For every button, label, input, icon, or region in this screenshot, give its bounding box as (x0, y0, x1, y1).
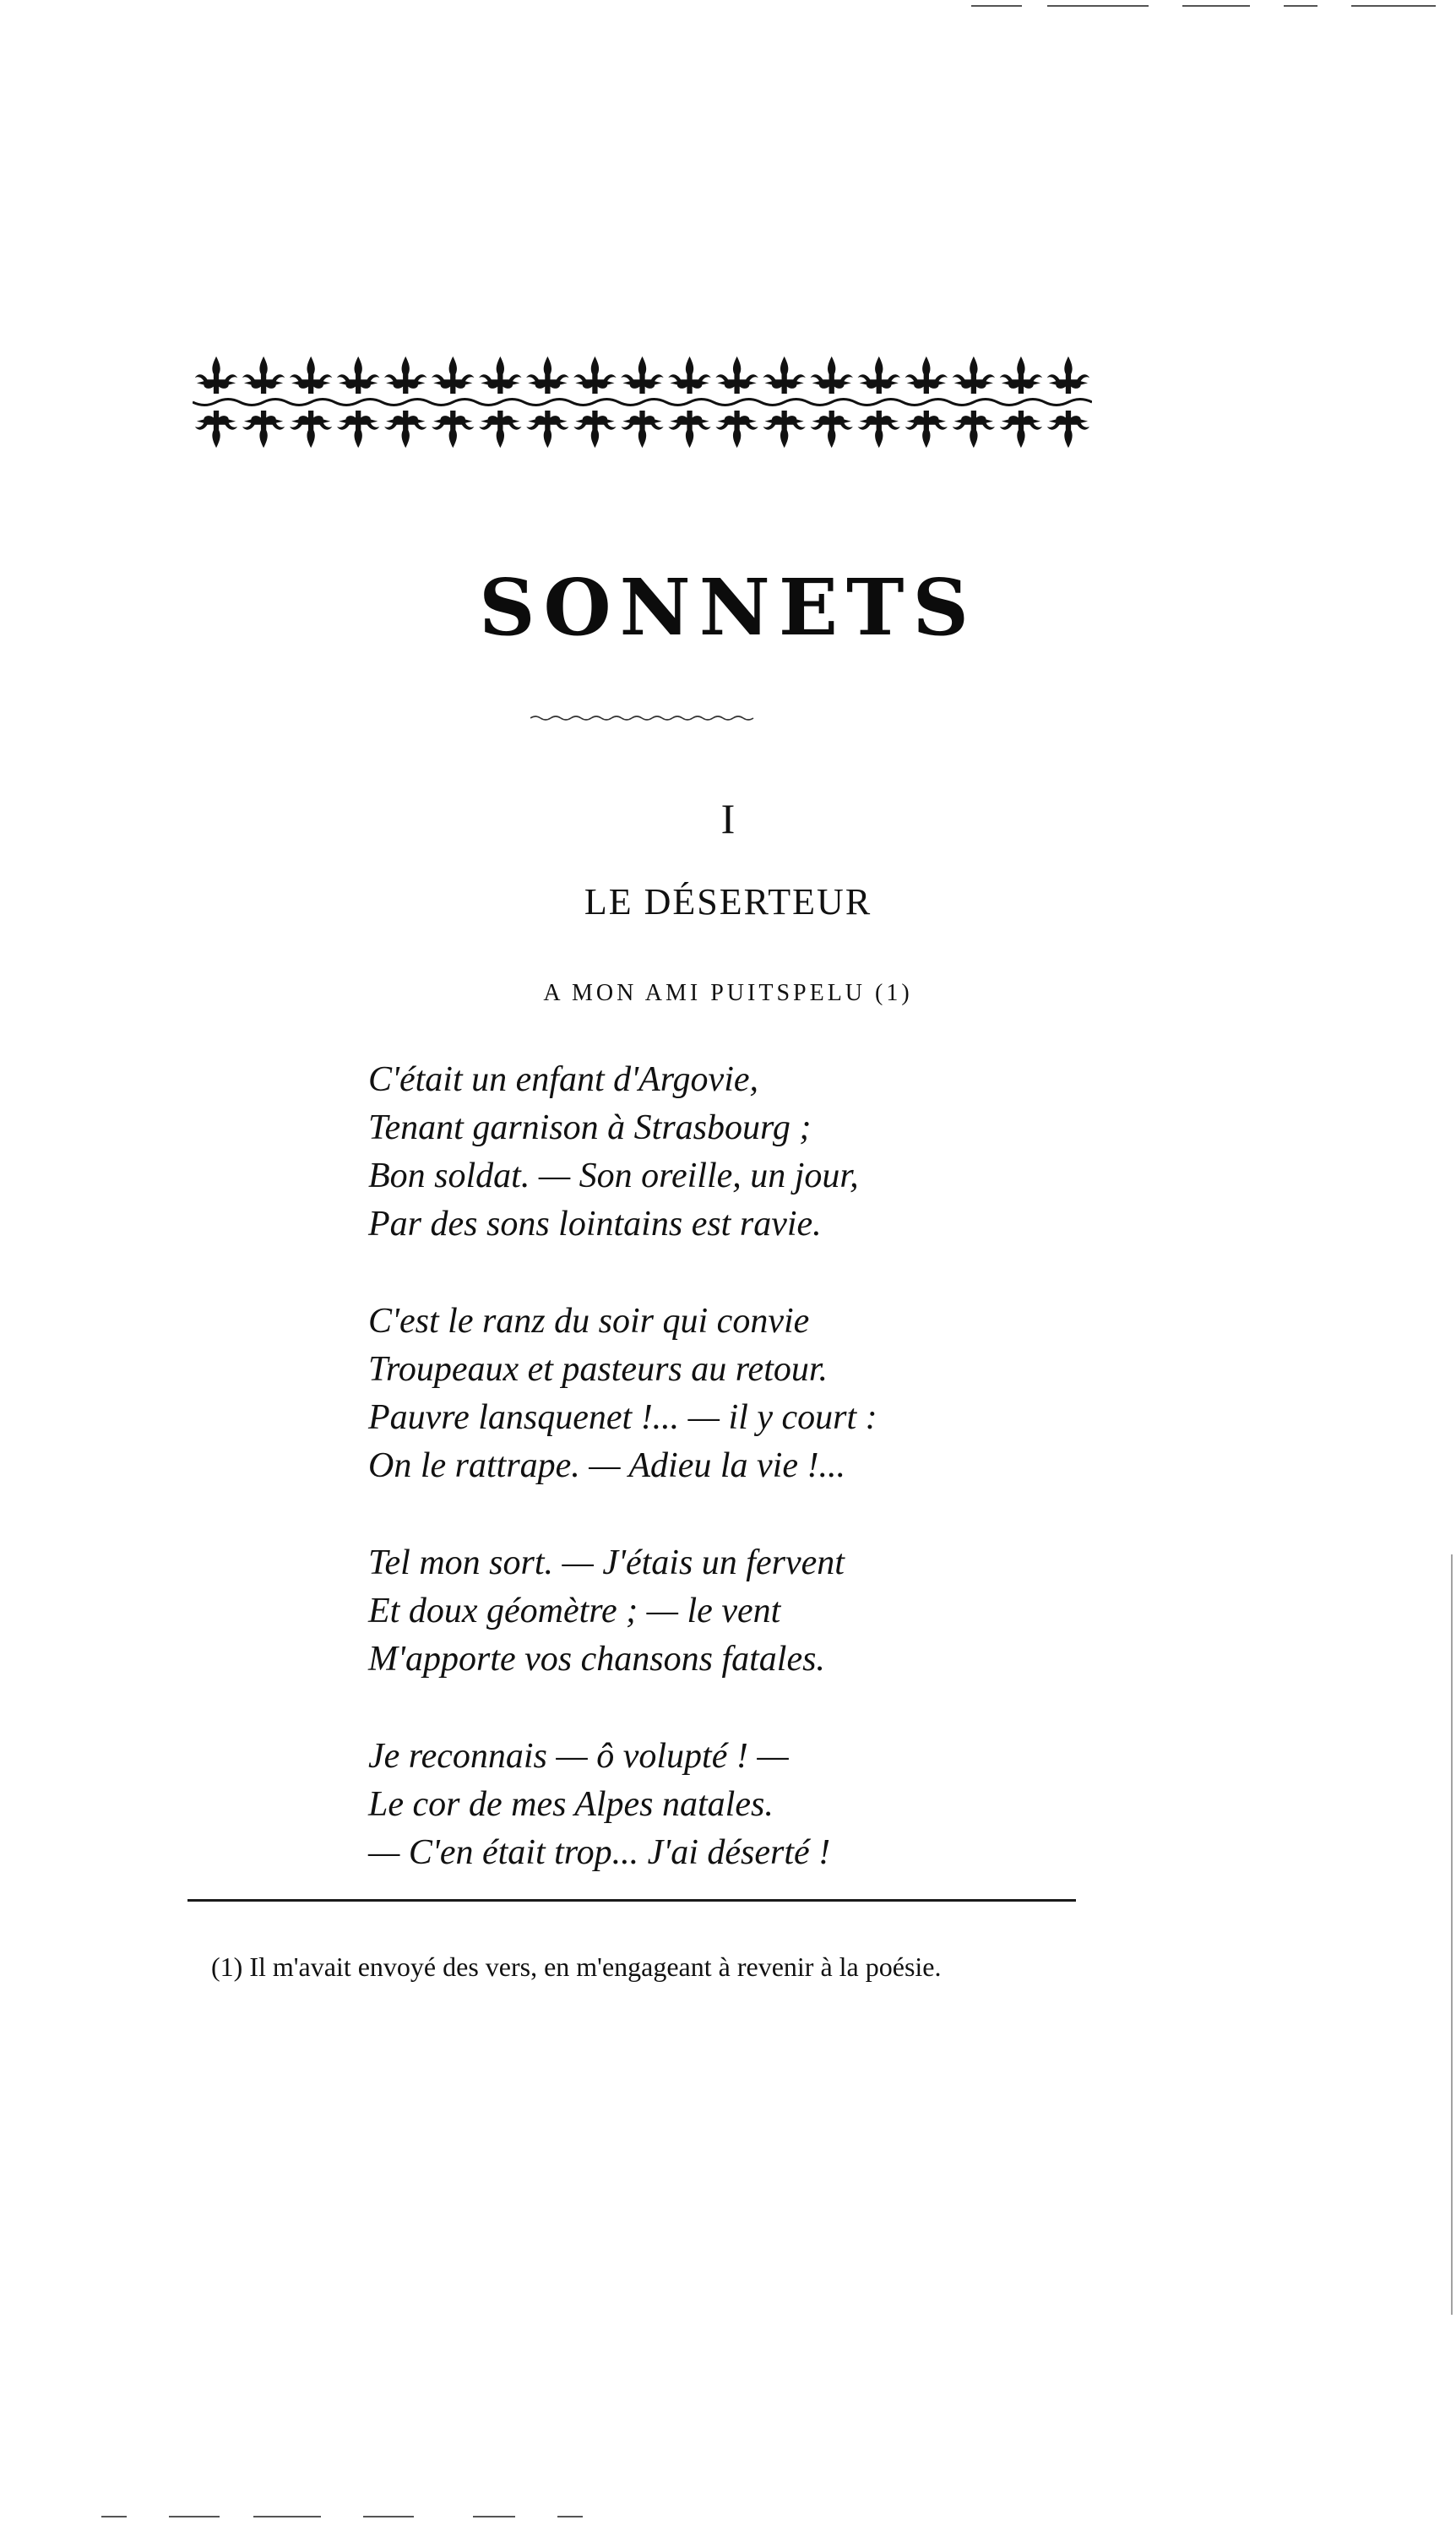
verse-line: M'apporte vos chansons fatales. (368, 1640, 825, 1679)
fleur-de-lis-icon (763, 357, 805, 394)
scan-artifact (557, 2516, 583, 2517)
fleur-de-lis-icon (573, 357, 616, 394)
scan-artifact (363, 2516, 414, 2517)
stanza (368, 1298, 1128, 1490)
footnote: (1) Il m'avait envoyé des vers, en m'engageant à revenir à la poésie. (211, 1951, 942, 1982)
ornament-scroll-line (193, 400, 1092, 406)
verse-line: On le rattrape. — Adieu la vie !... (368, 1446, 845, 1485)
fleur-de-lis-icon (1047, 411, 1089, 448)
fleur-de-lis-icon (858, 411, 900, 448)
verse-line: Par des sons lointains est ravie. (368, 1205, 822, 1244)
stanza (368, 1539, 1128, 1684)
stanza (368, 1056, 1128, 1249)
fleur-de-lis-icon (195, 411, 237, 448)
stanza (368, 1733, 1128, 1877)
verse-line: Et doux géomètre ; — le vent (368, 1592, 781, 1630)
verse-line: Je reconnais — ô volupté ! — (368, 1737, 789, 1776)
fleur-de-lis-icon (526, 411, 568, 448)
fleur-de-lis-icon (715, 357, 758, 394)
title-divider (530, 714, 755, 722)
fleur-de-lis-icon (195, 357, 237, 394)
fleur-de-lis-icon (621, 411, 663, 448)
fleur-de-lis-icon (1000, 411, 1042, 448)
fleur-de-lis-icon (242, 357, 285, 394)
fleur-de-lis-icon (953, 411, 995, 448)
verse-line: C'était un enfant d'Argovie, (368, 1060, 758, 1099)
fleur-de-lis-icon (573, 411, 616, 448)
scan-artifact (253, 2516, 321, 2517)
scan-artifact (1047, 5, 1149, 7)
fleur-de-lis-icon (811, 357, 853, 394)
verse-line: Bon soldat. — Son oreille, un jour, (368, 1157, 859, 1195)
fleur-de-lis-icon (337, 411, 379, 448)
fleur-de-lis-icon (905, 411, 948, 448)
scan-artifact (1451, 1554, 1453, 2315)
verse-line: Tenant garnison à Strasbourg ; (368, 1108, 812, 1147)
fleur-de-lis-icon (337, 357, 379, 394)
fleur-de-lis-icon (384, 357, 426, 394)
dedication: A MON AMI PUITSPELU (1) (543, 980, 913, 1006)
verse-line: Tel mon sort. — J'étais un fervent (368, 1543, 845, 1582)
scan-artifact (1182, 5, 1250, 7)
fleur-de-lis-icon (621, 357, 663, 394)
fleur-de-lis-icon (479, 357, 521, 394)
fleur-de-lis-icon (858, 357, 900, 394)
fleur-de-lis-icon (432, 411, 474, 448)
fleur-de-lis-icon (811, 411, 853, 448)
fleur-de-lis-icon (479, 411, 521, 448)
sonnet-number: I (720, 795, 736, 842)
sonnet-title: LE DÉSERTEUR (584, 881, 872, 923)
fleuron-ornament-band (193, 342, 1092, 460)
verse-line: Le cor de mes Alpes natales. (368, 1785, 774, 1824)
fleur-de-lis-icon (763, 411, 805, 448)
fleur-de-lis-icon (905, 357, 948, 394)
verse-line: C'est le ranz du soir qui convie (368, 1302, 810, 1341)
fleur-de-lis-icon (432, 357, 474, 394)
fleur-de-lis-icon (1047, 357, 1089, 394)
scan-artifact (169, 2516, 220, 2517)
fleur-de-lis-icon (1000, 357, 1042, 394)
page-title: SONNETS (479, 562, 977, 653)
poem (368, 1056, 1128, 1926)
verse-line: Pauvre lansquenet !... — il y court : (368, 1398, 877, 1437)
fleur-de-lis-icon (668, 357, 710, 394)
scan-artifact (101, 2516, 127, 2517)
scan-artifact (1284, 5, 1317, 7)
verse-line: — C'en était trop... J'ai déserté ! (368, 1833, 831, 1872)
fleur-de-lis-icon (715, 411, 758, 448)
fleur-de-lis-icon (290, 357, 332, 394)
fleur-de-lis-icon (242, 411, 285, 448)
fleur-de-lis-icon (290, 411, 332, 448)
fleur-de-lis-icon (953, 357, 995, 394)
scan-artifact (1351, 5, 1436, 7)
fleur-de-lis-icon (668, 411, 710, 448)
fleur-de-lis-icon (384, 411, 426, 448)
fleur-de-lis-icon (526, 357, 568, 394)
scan-artifact (473, 2516, 515, 2517)
verse-line: Troupeaux et pasteurs au retour. (368, 1350, 829, 1389)
scan-artifact (971, 5, 1022, 7)
footnote-rule (187, 1899, 1076, 1902)
